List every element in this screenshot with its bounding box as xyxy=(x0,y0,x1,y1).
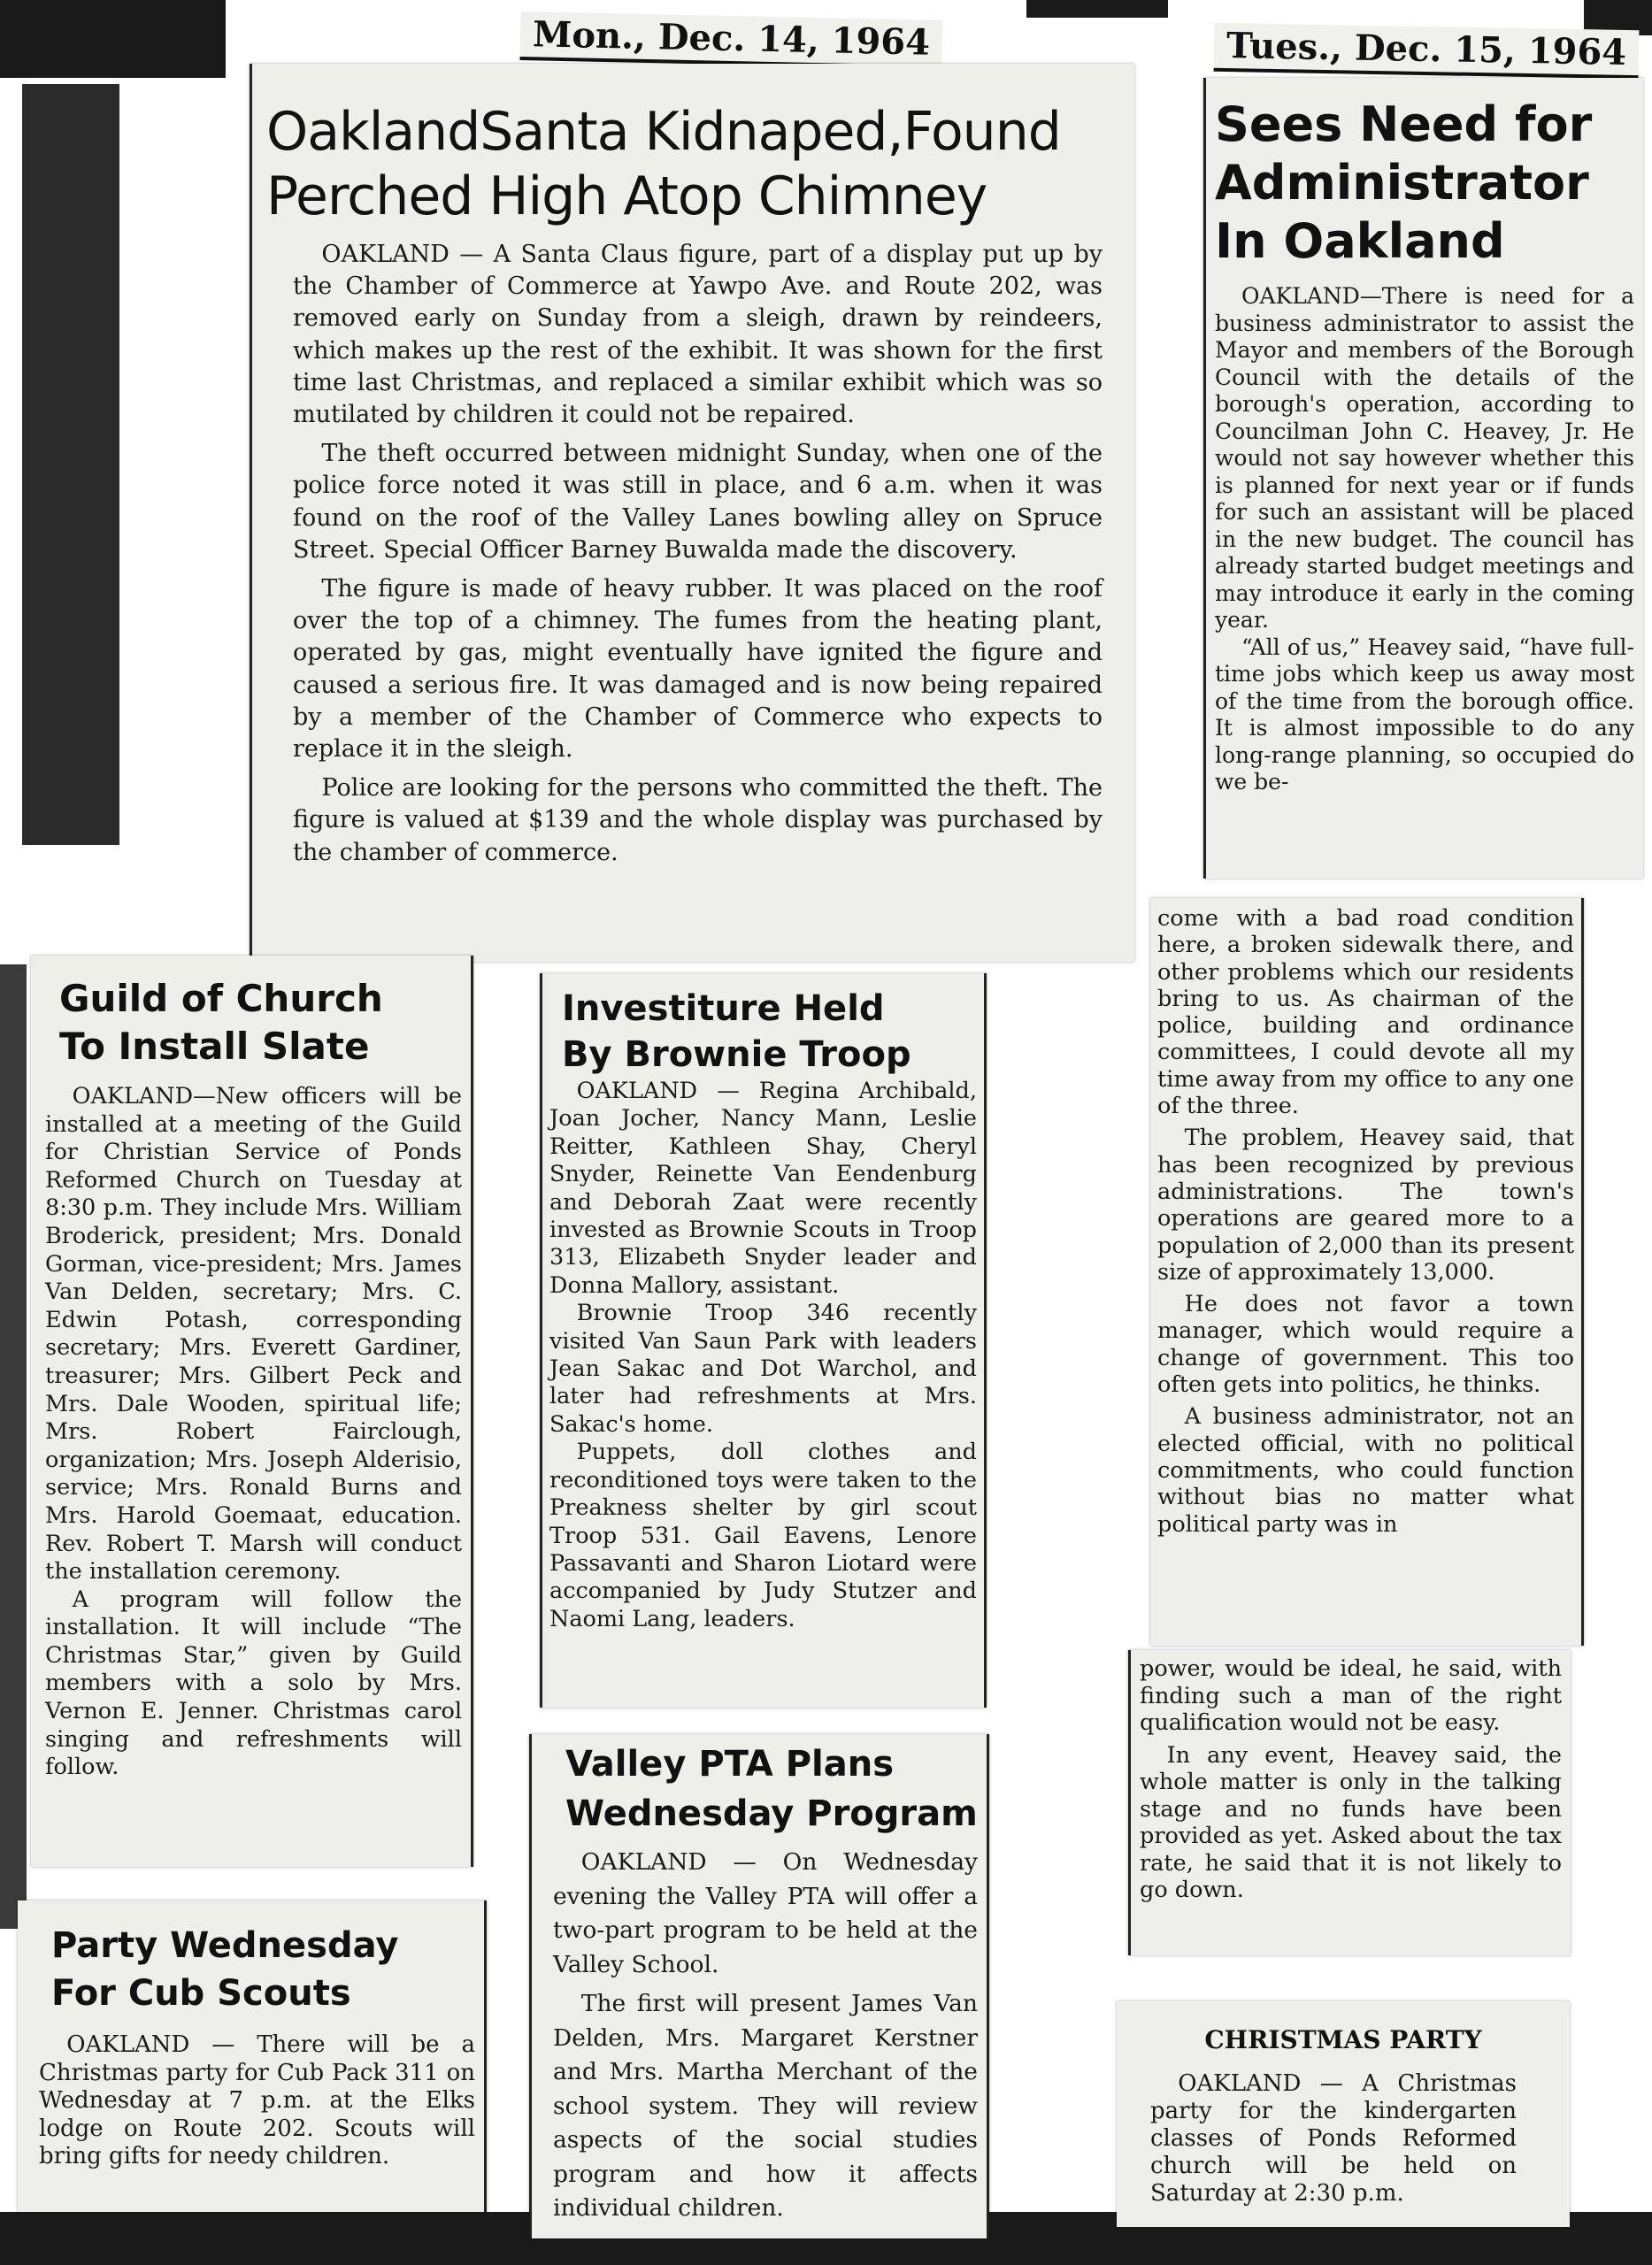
article-body xyxy=(266,230,1120,869)
date-label-right: Tues., Dec. 15, 1964 xyxy=(1214,23,1640,79)
article-guild xyxy=(31,956,473,1867)
article-headline: To Install Slate xyxy=(59,1025,370,1068)
paragraph: A business administrator, not an elected official, with no political commitments, who could function without bias no matter what political party was in xyxy=(1157,1403,1574,1538)
article-headline: By Brownie Troop xyxy=(562,1034,911,1075)
article-headline: In Oakland xyxy=(1215,213,1505,269)
paragraph: OAKLAND — A Santa Claus figure, part of a display put up by the Chamber of Commerce at Yawpo Ave. and Route 202, was removed early on Sunday from a sleigh, drawn by reindeers, which makes up the rest of the exhibit. It was shown for the first time last Christmas, and replaced a similar exhibit which was so mutilated by children it could not be repaired. xyxy=(293,241,1103,429)
article-body xyxy=(38,1083,462,1782)
article-administrator-continued xyxy=(1150,898,1584,1646)
paragraph: A program will follow the installation. It will include “The Christmas Star,” given by Guild members with a solo by Mrs. Vernon E. Jenner. Christmas carol singing and refreshments will follow. xyxy=(45,1586,462,1781)
article-pta xyxy=(529,1734,989,2238)
article-brownie xyxy=(540,973,987,1708)
paragraph: “All of us,” Heavey said, “have full-time jobs which keep us away most of the time from the borough office. It is almost impossible to do any long-range planning, so occupied do we be- xyxy=(1215,633,1634,795)
paragraph: He does not favor a town manager, which would require a change of government. This too often gets into politics, he thinks. xyxy=(1157,1291,1574,1399)
article-headline: Guild of Church xyxy=(59,977,383,1020)
article-headline: Wednesday Program xyxy=(565,1793,978,1834)
article-christmas-party xyxy=(1117,2001,1570,2227)
scan-edge-left-lower xyxy=(0,964,27,1929)
article-headline: CHRISTMAS PARTY xyxy=(1204,2025,1482,2054)
article-headline: OaklandSanta Kidnaped,Found xyxy=(266,101,1061,163)
paragraph: Puppets, doll clothes and reconditioned toys were taken to the Preakness shelter by girl scout Troop 531. Gail Eavens, Lenore Passavanti and Sharon Liotard were accompanied by Judy Stutzer and Naomi Lang, leaders. xyxy=(549,1439,977,1632)
article-headline: Administrator xyxy=(1215,155,1589,211)
article-headline: Sees Need for xyxy=(1215,96,1593,152)
paragraph: OAKLAND—New officers will be installed at a meeting of the Guild for Christian Service of Ponds Reformed Church on Tuesday at 8:30 p.m. They include Mrs. William Broderick, president; Mrs. Donald Gorman, vice-president; Mrs. James Van Delden, secretary; Mrs. C. Edwin Potash, corresponding secretary; Mrs. Everett Gardiner, treasurer; Mrs. Gilbert Peck and Mrs. Dale Wooden, spiritual life; Mrs. Robert Fairclough, organization; Mrs. Joseph Alderisio, service; Mrs. Ronald Burns and Mrs. Harold Goemaat, education. Rev. Robert T. Marsh will conduct the installation ceremony. xyxy=(45,1083,462,1586)
paragraph: The first will present James Van Delden, Mrs. Margaret Kerstner and Mrs. Martha Merchant of the school system. They will review aspects of the social studies program and how it affects individual children. xyxy=(553,1990,978,2222)
article-body xyxy=(1134,2070,1552,2207)
article-body xyxy=(1215,283,1634,796)
paragraph: OAKLAND — Regina Archibald, Joan Jocher, Nancy Mann, Leslie Reitter, Kathleen Shay, Cheryl Snyder, Reinette Van Eendenburg and Deborah Zaat were recently invested as Brownie Scouts in Troop 313, Elizabeth Snyder leader and Donna Mallory, assistant. xyxy=(549,1078,977,1299)
article-body xyxy=(27,2031,475,2171)
paragraph: The theft occurred between midnight Sunday, when one of the police force noted it was still in place, and 6 a.m. when it was found on the roof of the Valley Lanes bowling alley on Spruce Street. Special Officer Barney Buwalda made the discovery. xyxy=(293,440,1103,564)
article-body xyxy=(1140,1655,1562,1904)
article-administrator xyxy=(1203,78,1643,879)
paragraph: OAKLAND — A Christmas party for the kindergarten classes of Ponds Reformed church will be held on Saturday at 2:30 p.m. xyxy=(1150,2070,1517,2207)
paragraph: In any event, Heavey said, the whole matter is only in the talking stage and no funds have been provided as yet. Asked about the tax rate, he said that it is not likely to go down. xyxy=(1140,1741,1562,1903)
paragraph: Police are looking for the persons who committed the theft. The figure is valued at $139 and the whole display was purchased by the chamber of commerce. xyxy=(293,774,1103,866)
article-cubscouts xyxy=(18,1900,487,2212)
article-body xyxy=(1157,905,1574,1538)
scan-edge-left xyxy=(22,84,119,845)
paragraph: The problem, Heavey said, that has been recognized by previous administrations. The town's operations are geared more to a population of 2,000 than its present size of approximately 13,000. xyxy=(1157,1125,1574,1286)
article-headline: For Cub Scouts xyxy=(51,1973,351,2014)
article-headline: Party Wednesday xyxy=(51,1925,399,1966)
paragraph: come with a bad road condition here, a broken sidewalk there, and other problems which our residents bring to us. As chairman of the police, building and ordinance committees, I could devote all my time away from my office to any one of the three. xyxy=(1157,905,1574,1120)
article-headline: Valley PTA Plans xyxy=(565,1744,894,1785)
paragraph: OAKLAND — On Wednesday evening the Valley PTA will offer a two-part program to be held at the Valley School. xyxy=(553,1848,978,1978)
scan-edge-top-right xyxy=(1026,0,1168,18)
scan-edge-topleft xyxy=(0,0,226,78)
article-body xyxy=(541,1846,978,2226)
paragraph: The figure is made of heavy rubber. It was placed on the roof over the top of a chimney. The fumes from the heating plant, operated by gas, might eventually have ignited the figure and caused a serious fire. It was damaged and is now being repaired by a member of the Chamber of Commerce who expects to replace it in the sleigh. xyxy=(293,575,1103,764)
paragraph: OAKLAND—There is need for a business administrator to assist the Mayor and members of the Borough Council with the details of the borough's operation, according to Councilman John C. Heavey, Jr. He would not say however whether this is planned for next year or if funds for such an assistant will be placed in the new budget. The council has already started budget meetings and may introduce it early in the coming year. xyxy=(1215,283,1634,633)
article-body xyxy=(549,1078,977,1633)
article-headline: Perched High Atop Chimney xyxy=(266,165,987,227)
article-santa xyxy=(250,64,1134,962)
paragraph: OAKLAND — There will be a Christmas party for Cub Pack 311 on Wednesday at 7 p.m. at the Elks lodge on Route 202. Scouts will bring gifts for needy children. xyxy=(39,2031,475,2169)
paragraph: power, would be ideal, he said, with finding such a man of the right qualification would not be easy. xyxy=(1140,1655,1562,1736)
paragraph: Brownie Troop 346 recently visited Van Saun Park with leaders Jean Sakac and Dot Warchol, and later had refreshments at Mrs. Sakac's home. xyxy=(549,1300,977,1438)
date-label-left: Mon., Dec. 14, 1964 xyxy=(519,12,942,69)
article-administrator-final xyxy=(1128,1650,1571,1955)
article-headline: Investiture Held xyxy=(562,988,885,1029)
